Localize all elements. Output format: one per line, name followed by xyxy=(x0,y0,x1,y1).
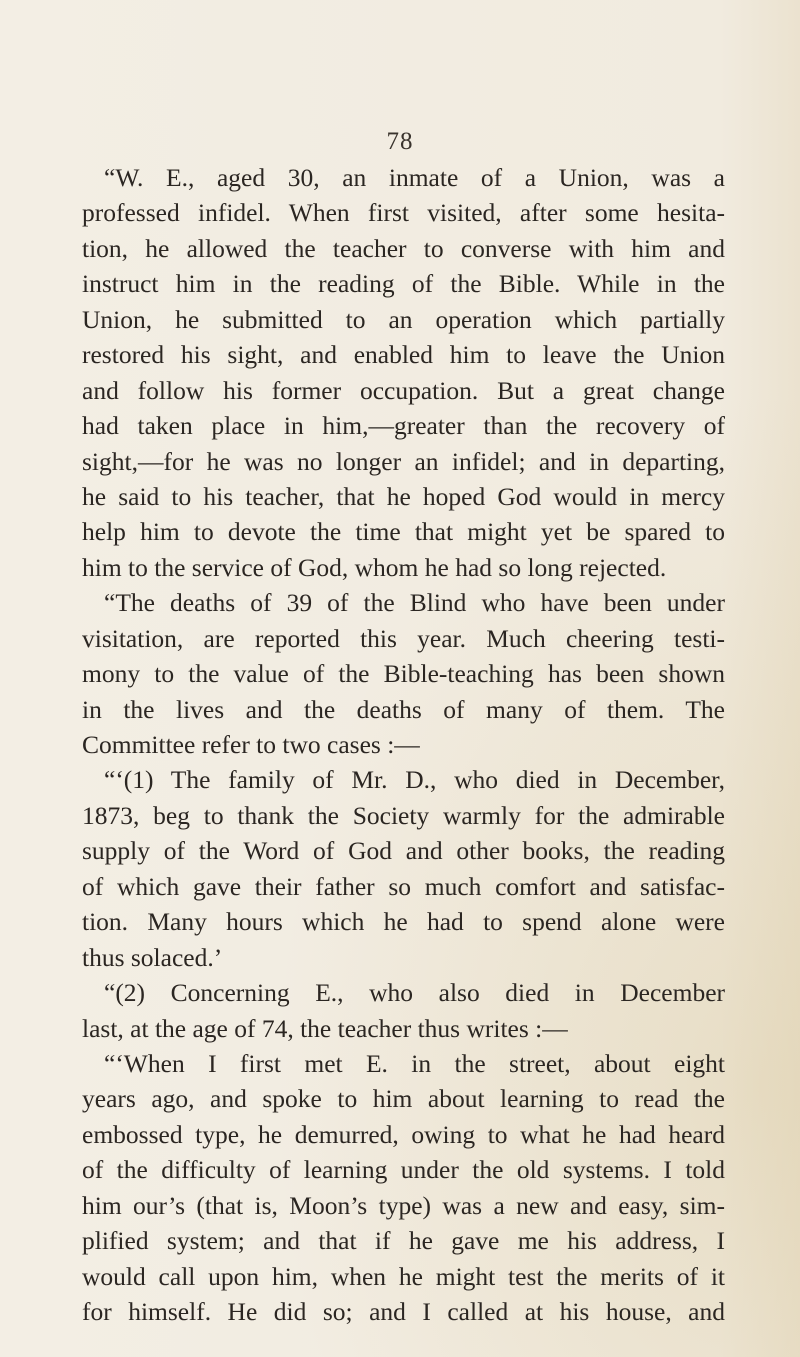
text-line: had taken place in him,—greater than the recovery of xyxy=(82,411,725,441)
text-line: sight,—for he was no longer an infidel; and in departing, xyxy=(82,446,725,476)
text-line: and follow his former occupation. But a great change xyxy=(82,375,725,405)
text-line: tion. Many hours which he had to spend alone were xyxy=(82,907,725,937)
text-line: him our’s (that is, Moon’s type) was a new and easy, sim- xyxy=(82,1190,725,1220)
text-line: would call upon him, when he might test the merits of it xyxy=(82,1261,725,1291)
text-line: Committee refer to two cases :— xyxy=(82,730,420,759)
text-line: professed infidel. When first visited, after some hesita- xyxy=(82,198,725,228)
text-line: Union, he submitted to an operation which partially xyxy=(82,304,725,334)
text-line: he said to his teacher, that he hoped God would in mercy xyxy=(82,481,725,511)
text-line: of the difficulty of learning under the old systems. I told xyxy=(82,1155,725,1185)
text-line: 1873, beg to thank the Society warmly for the admirable xyxy=(82,800,725,830)
text-line: supply of the Word of God and other books, the reading xyxy=(82,836,725,866)
text-line: restored his sight, and enabled him to leave the Union xyxy=(82,340,725,370)
text-line: tion, he allowed the teacher to converse with him and xyxy=(82,233,725,263)
text-line: in the lives and the deaths of many of them. The xyxy=(82,694,725,724)
text-line: of which gave their father so much comfort and satisfac- xyxy=(82,871,725,901)
text-line: visitation, are reported this year. Much cheering testi- xyxy=(82,623,725,653)
page-number: 78 xyxy=(386,128,414,155)
text-line: instruct him in the reading of the Bible. While in the xyxy=(82,269,725,299)
text-line: “(2) Concerning E., who also died in December xyxy=(104,978,725,1008)
text-line: “W. E., aged 30, an inmate of a Union, was a xyxy=(104,163,725,192)
text-line: last, at the age of 74, the teacher thus writes :— xyxy=(82,1013,568,1043)
text-line: “The deaths of 39 of the Blind who have been under xyxy=(104,588,725,618)
text-line: embossed type, he demurred, owing to what he had heard xyxy=(82,1119,725,1149)
text-line: for himself. He did so; and I called at his house, and xyxy=(82,1297,725,1326)
body-text xyxy=(82,160,725,1329)
text-line: “‘When I first met E. in the street, about eight xyxy=(104,1048,725,1078)
text-line: “‘(1) The family of Mr. D., who died in December, xyxy=(104,765,725,795)
text-line: mony to the value of the Bible-teaching has been shown xyxy=(82,659,725,689)
text-line: him to the service of God, whom he had so long rejected. xyxy=(82,552,667,582)
text-line: help him to devote the time that might yet be spared to xyxy=(82,517,725,547)
text-line: plified system; and that if he gave me his address, I xyxy=(82,1226,725,1256)
text-line: years ago, and spoke to him about learning to read the xyxy=(82,1084,725,1114)
text-line: thus solaced.’ xyxy=(82,942,223,972)
